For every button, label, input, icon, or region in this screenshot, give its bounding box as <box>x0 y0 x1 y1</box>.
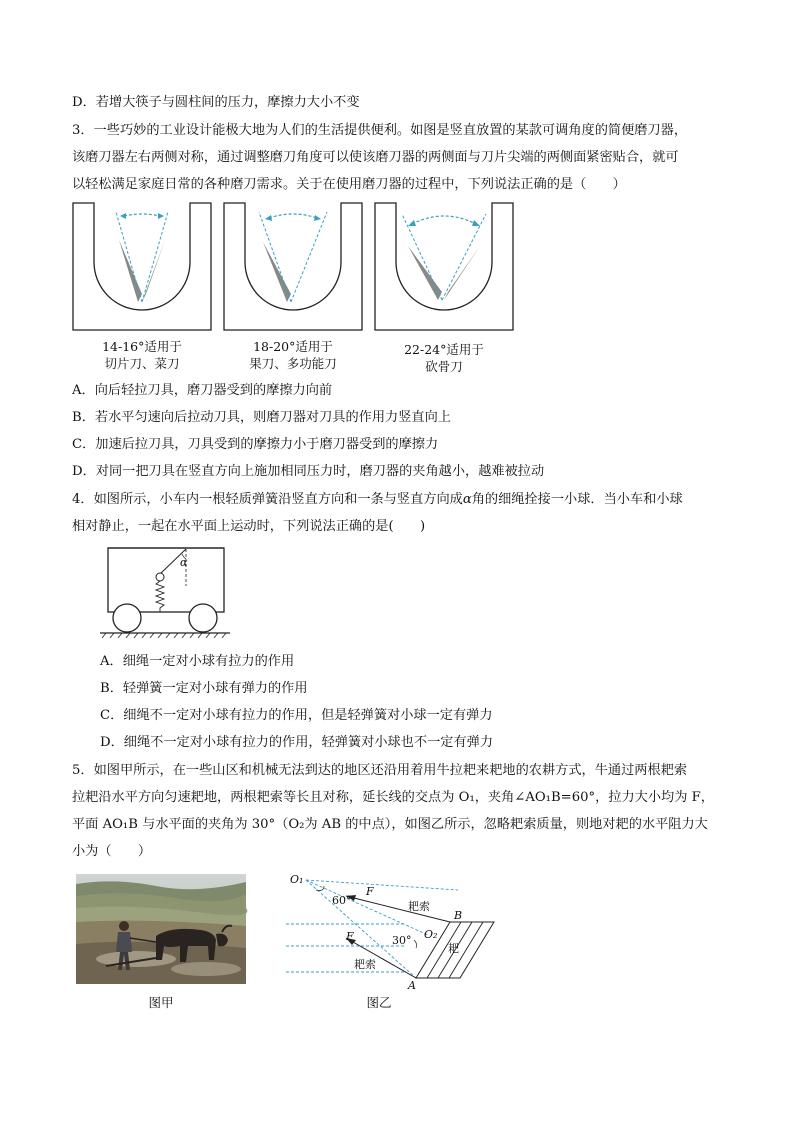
q3-option-d: D．对同一把刀具在竖直方向上施加相同压力时，磨刀器的夹角越小，越难被拉动 <box>72 464 545 479</box>
q5-label-F-mid: F <box>346 930 354 943</box>
q3-option-c: C．加速后拉刀具，刀具受到的摩擦力小于磨刀器受到的摩擦力 <box>72 437 439 452</box>
q3-stem-line1: 3．一些巧妙的工业设计能极大地为人们的生活提供便利。如图是竖直放置的某款可调角度的简便磨刀器， <box>72 123 688 138</box>
q5-label-harrow: 耙 <box>448 942 459 955</box>
q3-option-b: B．若水平匀速向后拉动刀具，则磨刀器对刀具的作用力竖直向上 <box>72 410 451 425</box>
q5-label-O1: O₁ <box>290 873 304 886</box>
q3-stem-line2: 该磨刀器左右两侧对称，通过调整磨刀角度可以使该磨刀器的两侧面与刀片尖端的两侧面紧密贴合，就可 <box>72 150 679 165</box>
q5-label-30: 30° <box>392 934 412 947</box>
q5-label-B: B <box>454 909 463 922</box>
q3-sharpener-figure-2 <box>223 202 363 332</box>
q3-stem-line3: 以轻松满足家庭日常的各种磨刀需求。关于在使用磨刀器的过程中，下列说法正确的是（ ） <box>72 177 626 192</box>
q3-sharpener-figure-1 <box>72 202 212 332</box>
q5-label-O2: O₂ <box>424 928 438 941</box>
q3-sharpener-figure-3 <box>374 202 514 332</box>
q5-stem-line2: 拉耙沿水平方向匀速耙地，两根耙索等长且对称，延长线的交点为 O₁，夹角∠AO₁B=60°，拉力大小均为 F， <box>72 790 714 805</box>
q3-figure-3-caption: 22-24°适用于 砍骨刀 <box>404 342 484 374</box>
q5-stem-line4: 小为（ ） <box>72 844 152 859</box>
q5-diagram-caption: 图乙 <box>366 995 392 1010</box>
q5-label-F-top: F <box>366 885 374 898</box>
q3-figure-1-caption: 14-16°适用于 切片刀、菜刀 <box>102 339 182 371</box>
q4-alpha-label: α <box>180 556 188 569</box>
q4-option-b: B．轻弹簧一定对小球有弹力的作用 <box>100 681 308 696</box>
q5-label-rope-bottom: 耙索 <box>354 958 376 971</box>
q5-label-60: 60° <box>332 894 352 907</box>
q5-stem-line3: 平面 AO₁B 与水平面的夹角为 30°（O₂为 AB 的中点），如图乙所示，忽略耙索质量，则地对耙的水平阻力大 <box>72 817 708 832</box>
q4-cart-figure <box>100 544 235 639</box>
q5-harrow-diagram <box>286 870 501 990</box>
q5-label-A: A <box>408 979 416 992</box>
q4-stem-line2: 相对静止，一起在水平面上运动时，下列说法正确的是( ) <box>72 519 426 534</box>
q2-option-d: D．若增大筷子与圆柱间的压力，摩擦力大小不变 <box>72 95 360 110</box>
q4-stem-line1: 4．如图所示，小车内一根轻质弹簧沿竖直方向和一条与竖直方向成α角的细绳拴接一小球．当小车和小球 <box>72 492 683 507</box>
q4-option-d: D．细绳不一定对小球有拉力的作用，轻弹簧对小球也不一定有弹力 <box>100 735 494 750</box>
q5-photo-caption: 图甲 <box>148 995 174 1010</box>
q4-option-a: A．细绳一定对小球有拉力的作用 <box>100 654 295 669</box>
q5-label-rope-top: 耙索 <box>408 900 430 913</box>
q3-figure-2-caption: 18-20°适用于 果刀、多功能刀 <box>249 339 337 371</box>
q4-option-c: C．细绳不一定对小球有拉力的作用，但是轻弹簧对小球一定有弹力 <box>100 708 493 723</box>
q3-option-a: A．向后轻拉刀具，磨刀器受到的摩擦力向前 <box>72 383 333 398</box>
q5-photo-farmer-ox <box>76 874 246 984</box>
q5-stem-line1: 5．如图甲所示，在一些山区和机械无法到达的地区还沿用着用牛拉耙来耙地的农耕方式，牛通过两根耙索 <box>72 763 688 778</box>
